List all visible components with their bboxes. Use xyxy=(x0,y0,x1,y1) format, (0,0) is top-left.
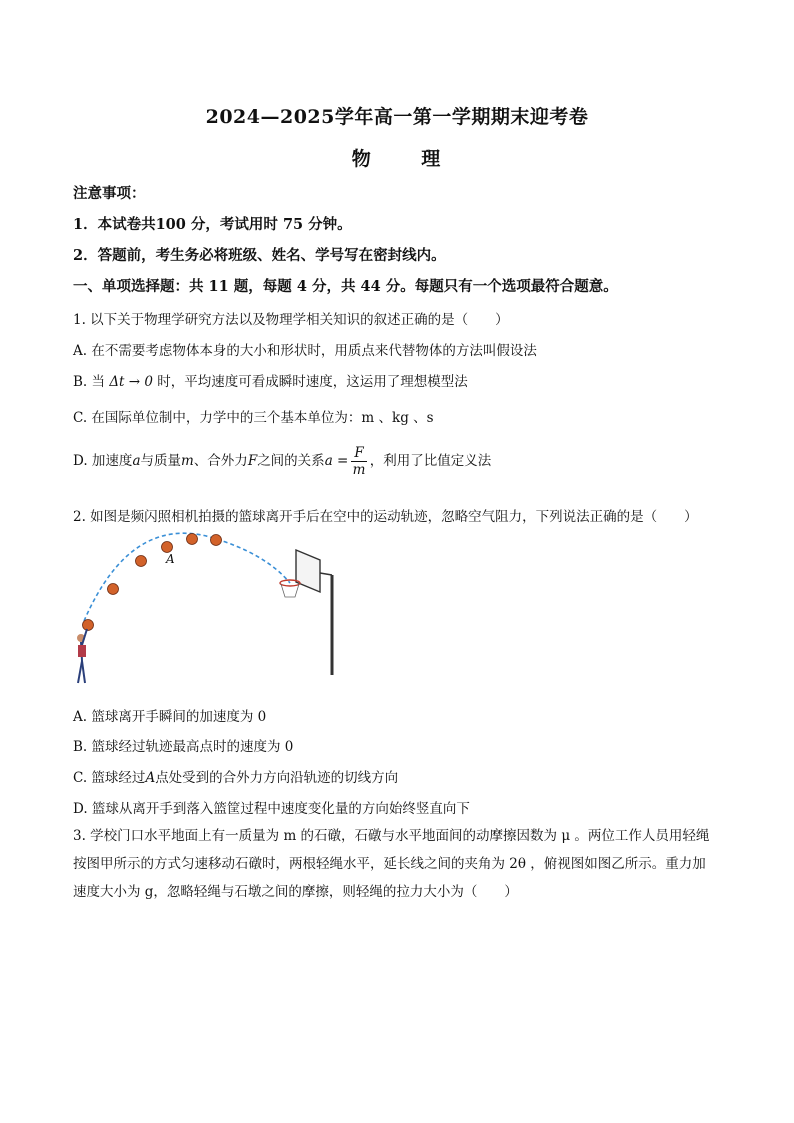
basket-hoop xyxy=(280,550,332,675)
basketball xyxy=(83,620,94,631)
q1-stem: 1. 以下关于物理学研究方法以及物理学相关知识的叙述正确的是（ ） xyxy=(73,312,509,328)
basketball xyxy=(108,584,119,595)
q1-option-b: B. 当 Δt → 0 时，平均速度可看成瞬时速度，这运用了理想模型法 xyxy=(73,374,468,390)
basketball xyxy=(211,535,222,546)
q2-stem: 2. 如图是频闪照相机拍摄的篮球离开手后在空中的运动轨迹，忽略空气阻力，下列说法正确的是（ ） xyxy=(73,509,698,525)
notice-item-2: 2．答题前，考生务必将班级、姓名、学号写在密封线内。 xyxy=(73,247,446,264)
exam-title: 2024—2025学年高一第一学期期末迎考卷 xyxy=(205,106,589,128)
q2-option-d: D. 篮球从离开手到落入篮筐过程中速度变化量的方向始终竖直向下 xyxy=(73,801,470,817)
basketball xyxy=(162,542,173,553)
trajectory-path xyxy=(84,533,290,621)
point-a-label: A xyxy=(166,552,175,566)
q2-option-b: B. 篮球经过轨迹最高点时的速度为 0 xyxy=(73,739,294,755)
basketball xyxy=(136,556,147,567)
notice-heading: 注意事项： xyxy=(73,185,146,202)
player-figure xyxy=(77,629,87,683)
q1-option-c: C. 在国际单位制中，力学中的三个基本单位为：m 、kg 、s xyxy=(73,410,434,426)
notice-item-1: 1．本试卷共100 分，考试用时 75 分钟。 xyxy=(73,216,352,233)
q3-stem: 3. 学校门口水平地面上有一质量为 m 的石礅，石礅与水平地面间的动摩擦因数为 μ 。两位工作人员用轻绳按图甲所示的方式匀速移动石礅时，两根轻绳水平，延长线之间的夹角为 2θ ，俯视图如图乙所示。重力加速度大小为 g，忽略轻绳与石墩之间的摩擦，则轻绳的拉力大小为（ ） xyxy=(73,828,710,900)
basketball xyxy=(187,534,198,545)
q2-option-c: C. 篮球经过A点处受到的合外力方向沿轨迹的切线方向 xyxy=(73,770,399,786)
q1-option-a: A. 在不需要考虑物体本身的大小和形状时，用质点来代替物体的方法叫假设法 xyxy=(73,343,537,359)
subject-title: 物 理 xyxy=(351,148,443,170)
delta-t-expression: Δt → 0 xyxy=(109,374,153,390)
q1-option-d: D. 加速度a与质量m、合外力F之间的关系a = $\frac{F}{m}$ ，利用了比值定义法 xyxy=(73,445,492,478)
basketballs xyxy=(83,534,222,631)
fraction-f-over-m: $\frac{F}{m}$ xyxy=(352,445,366,478)
q2-option-a: A. 篮球离开手瞬间的加速度为 0 xyxy=(73,709,267,725)
section-heading: 一、单项选择题：共 11 题，每题 4 分，共 44 分。每题只有一个选项最符合题意。 xyxy=(73,278,618,295)
basketball-trajectory-figure xyxy=(70,525,340,695)
